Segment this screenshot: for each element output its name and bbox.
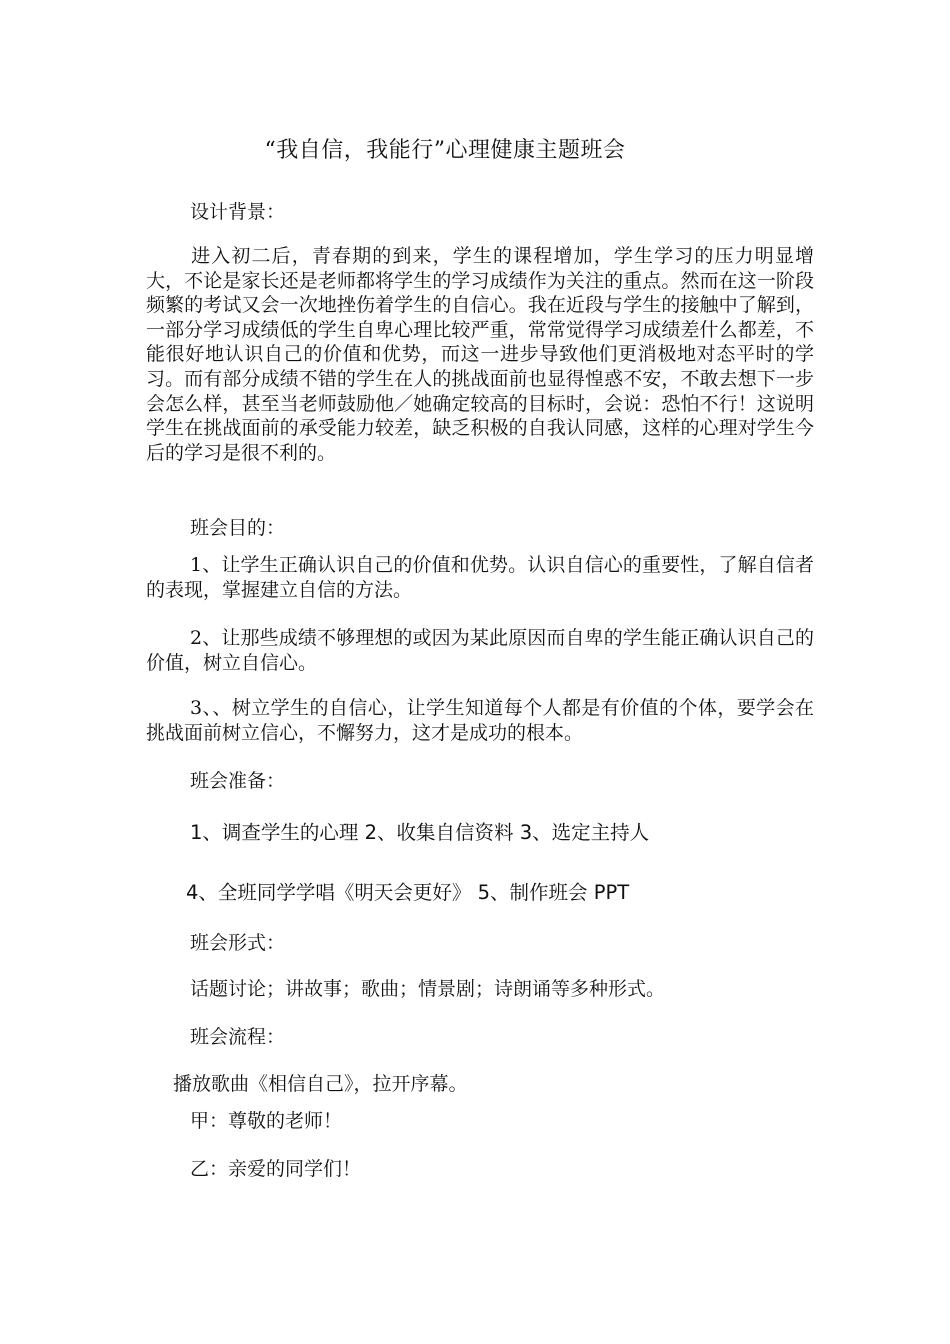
background-paragraph [146, 244, 814, 465]
goal-item-3-text: 3、、树立学生的自信心，让学生知道每个人都是有价值的个体，要学会在挑战面前树立信心，不懈努力，这才是成功的根本。 [146, 697, 814, 744]
flow-line-1: 播放歌曲《相信自己》，拉开序幕。 [173, 1073, 468, 1095]
goal-item-2 [146, 626, 814, 675]
document-title: “我自信，我能行”心理健康主题班会 [264, 138, 626, 163]
prep-line-2: 4、全班同学学唱《明天会更好》 5、制作班会 PPT [186, 881, 630, 904]
form-heading: 班会形式： [190, 932, 286, 954]
form-text: 话题讨论；讲故事；歌曲；情景剧；诗朗诵等多种形式。 [190, 978, 666, 1000]
flow-heading: 班会流程： [190, 1026, 286, 1048]
goal-item-1 [146, 553, 814, 602]
background-text: 进入初二后，青春期的到来，学生的课程增加，学生学习的压力明显增大，不论是家长还是老师都将学生的学习成绩作为关注的重点。然而在这一阶段频繁的考试又会一次地挫伤着学生的自信心。我在近段与学生的接触中了解到，一部分学习成绩低的学生自卑心理比较严重，常常觉得学习成绩差什么都差，不能很好地认识自己的价值和优势，而这一进步导致他们更消极地对态平时的学习。而有部分成绩不错的学生在人的挑战面前也显得惶惑不安，不敢去想下一步会怎么样，甚至当老师鼓励他／她确定较高的目标时，会说：恐怕不行！这说明学生在挑战面前的承受能力较差，缺乏积极的自我认同感，这样的心理对学生今后的学习是很不利的。 [146, 245, 814, 464]
goal-item-2-text: 2、让那些成绩不够理想的或因为某此原因而自卑的学生能正确认识自己的价值，树立自信心。 [146, 627, 814, 674]
flow-line-2: 甲：尊敬的老师！ [190, 1110, 343, 1132]
goal-heading: 班会目的： [190, 517, 286, 539]
goal-item-3 [146, 696, 814, 745]
goal-item-1-text: 1、让学生正确认识自己的价值和优势。认识自信心的重要性，了解自信者的表现，掌握建立自信的方法。 [146, 554, 814, 601]
flow-line-3: 乙：亲爱的同学们！ [190, 1158, 362, 1180]
background-heading: 设计背景： [190, 201, 286, 223]
prep-line-1: 1、调查学生的心理 2、收集自信资料 3、选定主持人 [190, 821, 650, 844]
prep-heading: 班会准备： [190, 770, 286, 792]
